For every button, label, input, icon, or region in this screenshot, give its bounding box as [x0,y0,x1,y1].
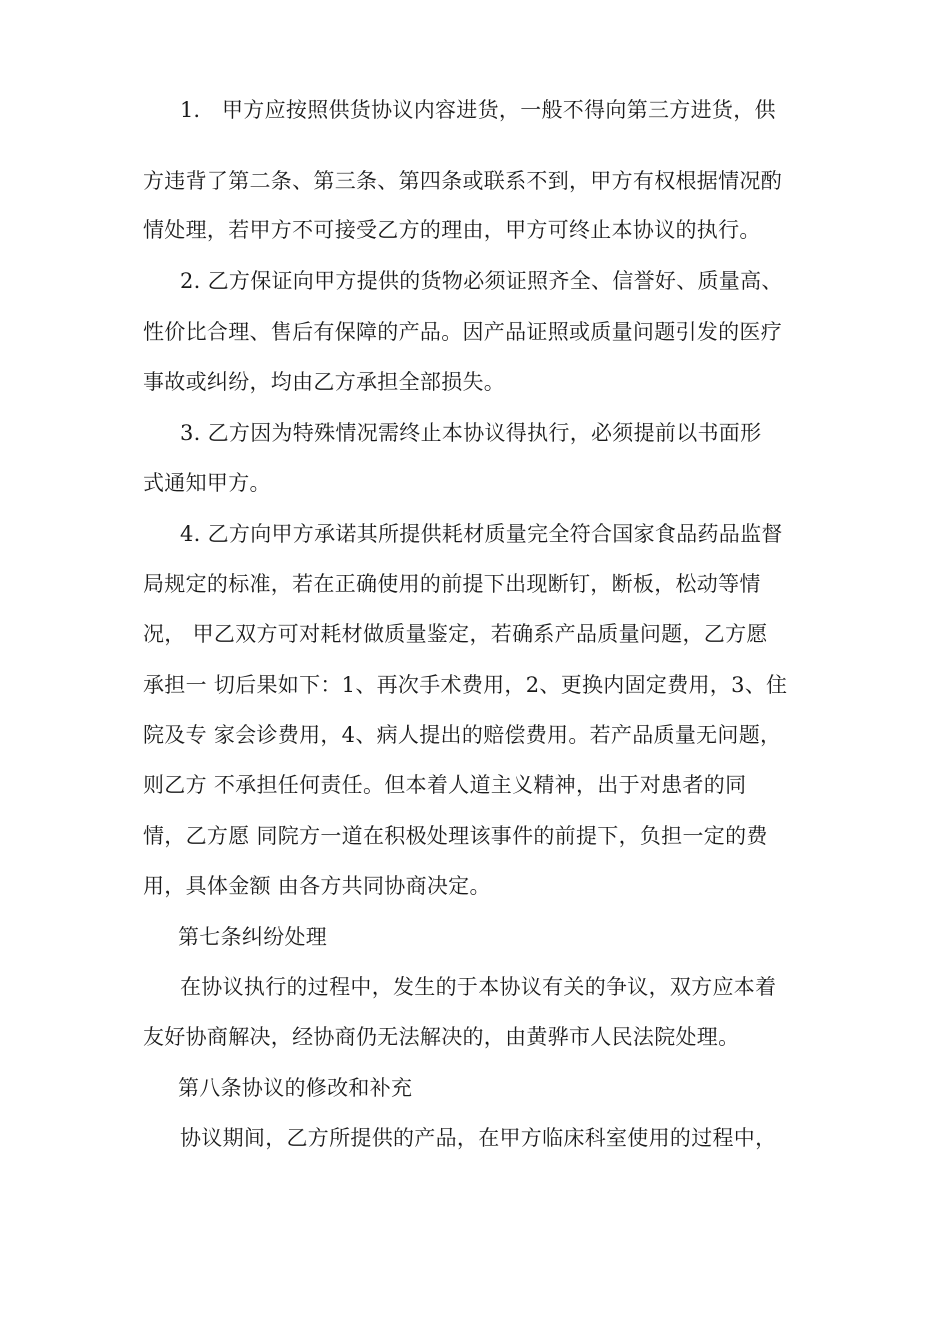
item-2-line-2: 性价比合理、售后有保障的产品。因产品证照或质量问题引发的医疗 [143,320,782,344]
item-1-line-3: 情处理，若甲方不可接受乙方的理由，甲方可终止本协议的执行。 [143,218,761,242]
article-7-line-1: 在协议执行的过程中，发生的于本协议有关的争议，双方应本着 [180,975,777,999]
item-3-line-1: 3. 乙方因为特殊情况需终止本协议得执行，必须提前以书面形 [180,421,762,445]
item-1-number: 1. [180,98,201,122]
item-1-line-2: 方违背了第二条、第三条、第四条或联系不到，甲方有权根据情况酌 [143,169,782,193]
article-8-line-1: 协议期间，乙方所提供的产品，在甲方临床科室使用的过程中， [180,1126,777,1150]
item-1-line-1: 甲方应按照供货协议内容进货，一般不得向第三方进货，供 [222,98,776,122]
item-4-line-5: 院及专 家会诊费用，4、病人提出的赔偿费用。若产品质量无问题， [143,723,782,747]
item-4-line-8: 用，具体金额 由各方共同协商决定。 [143,874,491,898]
article-8-heading: 第八条协议的修改和补充 [178,1076,413,1100]
article-7-line-2: 友好协商解决，经协商仍无法解决的，由黄骅市人民法院处理。 [143,1025,740,1049]
item-4-line-2: 局规定的标准，若在正确使用的前提下出现断钉，断板，松动等情 [143,572,761,596]
item-4-line-1: 4. 乙方向甲方承诺其所提供耗材质量完全符合国家食品药品监督 [180,522,783,546]
item-4-line-3: 况， 甲乙双方可对耗材做质量鉴定，若确系产品质量问题，乙方愿 [143,622,768,646]
item-4-line-7: 情，乙方愿 同院方一道在积极处理该事件的前提下，负担一定的费 [143,824,768,848]
item-2-line-3: 事故或纠纷，均由乙方承担全部损失。 [143,370,506,394]
item-4-line-4: 承担一 切后果如下：1、再次手术费用，2、更换内固定费用，3、住 [143,673,788,697]
item-3-line-2: 式通知甲方。 [143,471,271,495]
item-4-line-6: 则乙方 不承担任何责任。但本着人道主义精神，出于对患者的同 [143,773,747,797]
article-7-heading: 第七条纠纷处理 [178,925,328,949]
item-2-line-1: 2. 乙方保证向甲方提供的货物必须证照齐全、信誉好、质量高、 [180,269,783,293]
